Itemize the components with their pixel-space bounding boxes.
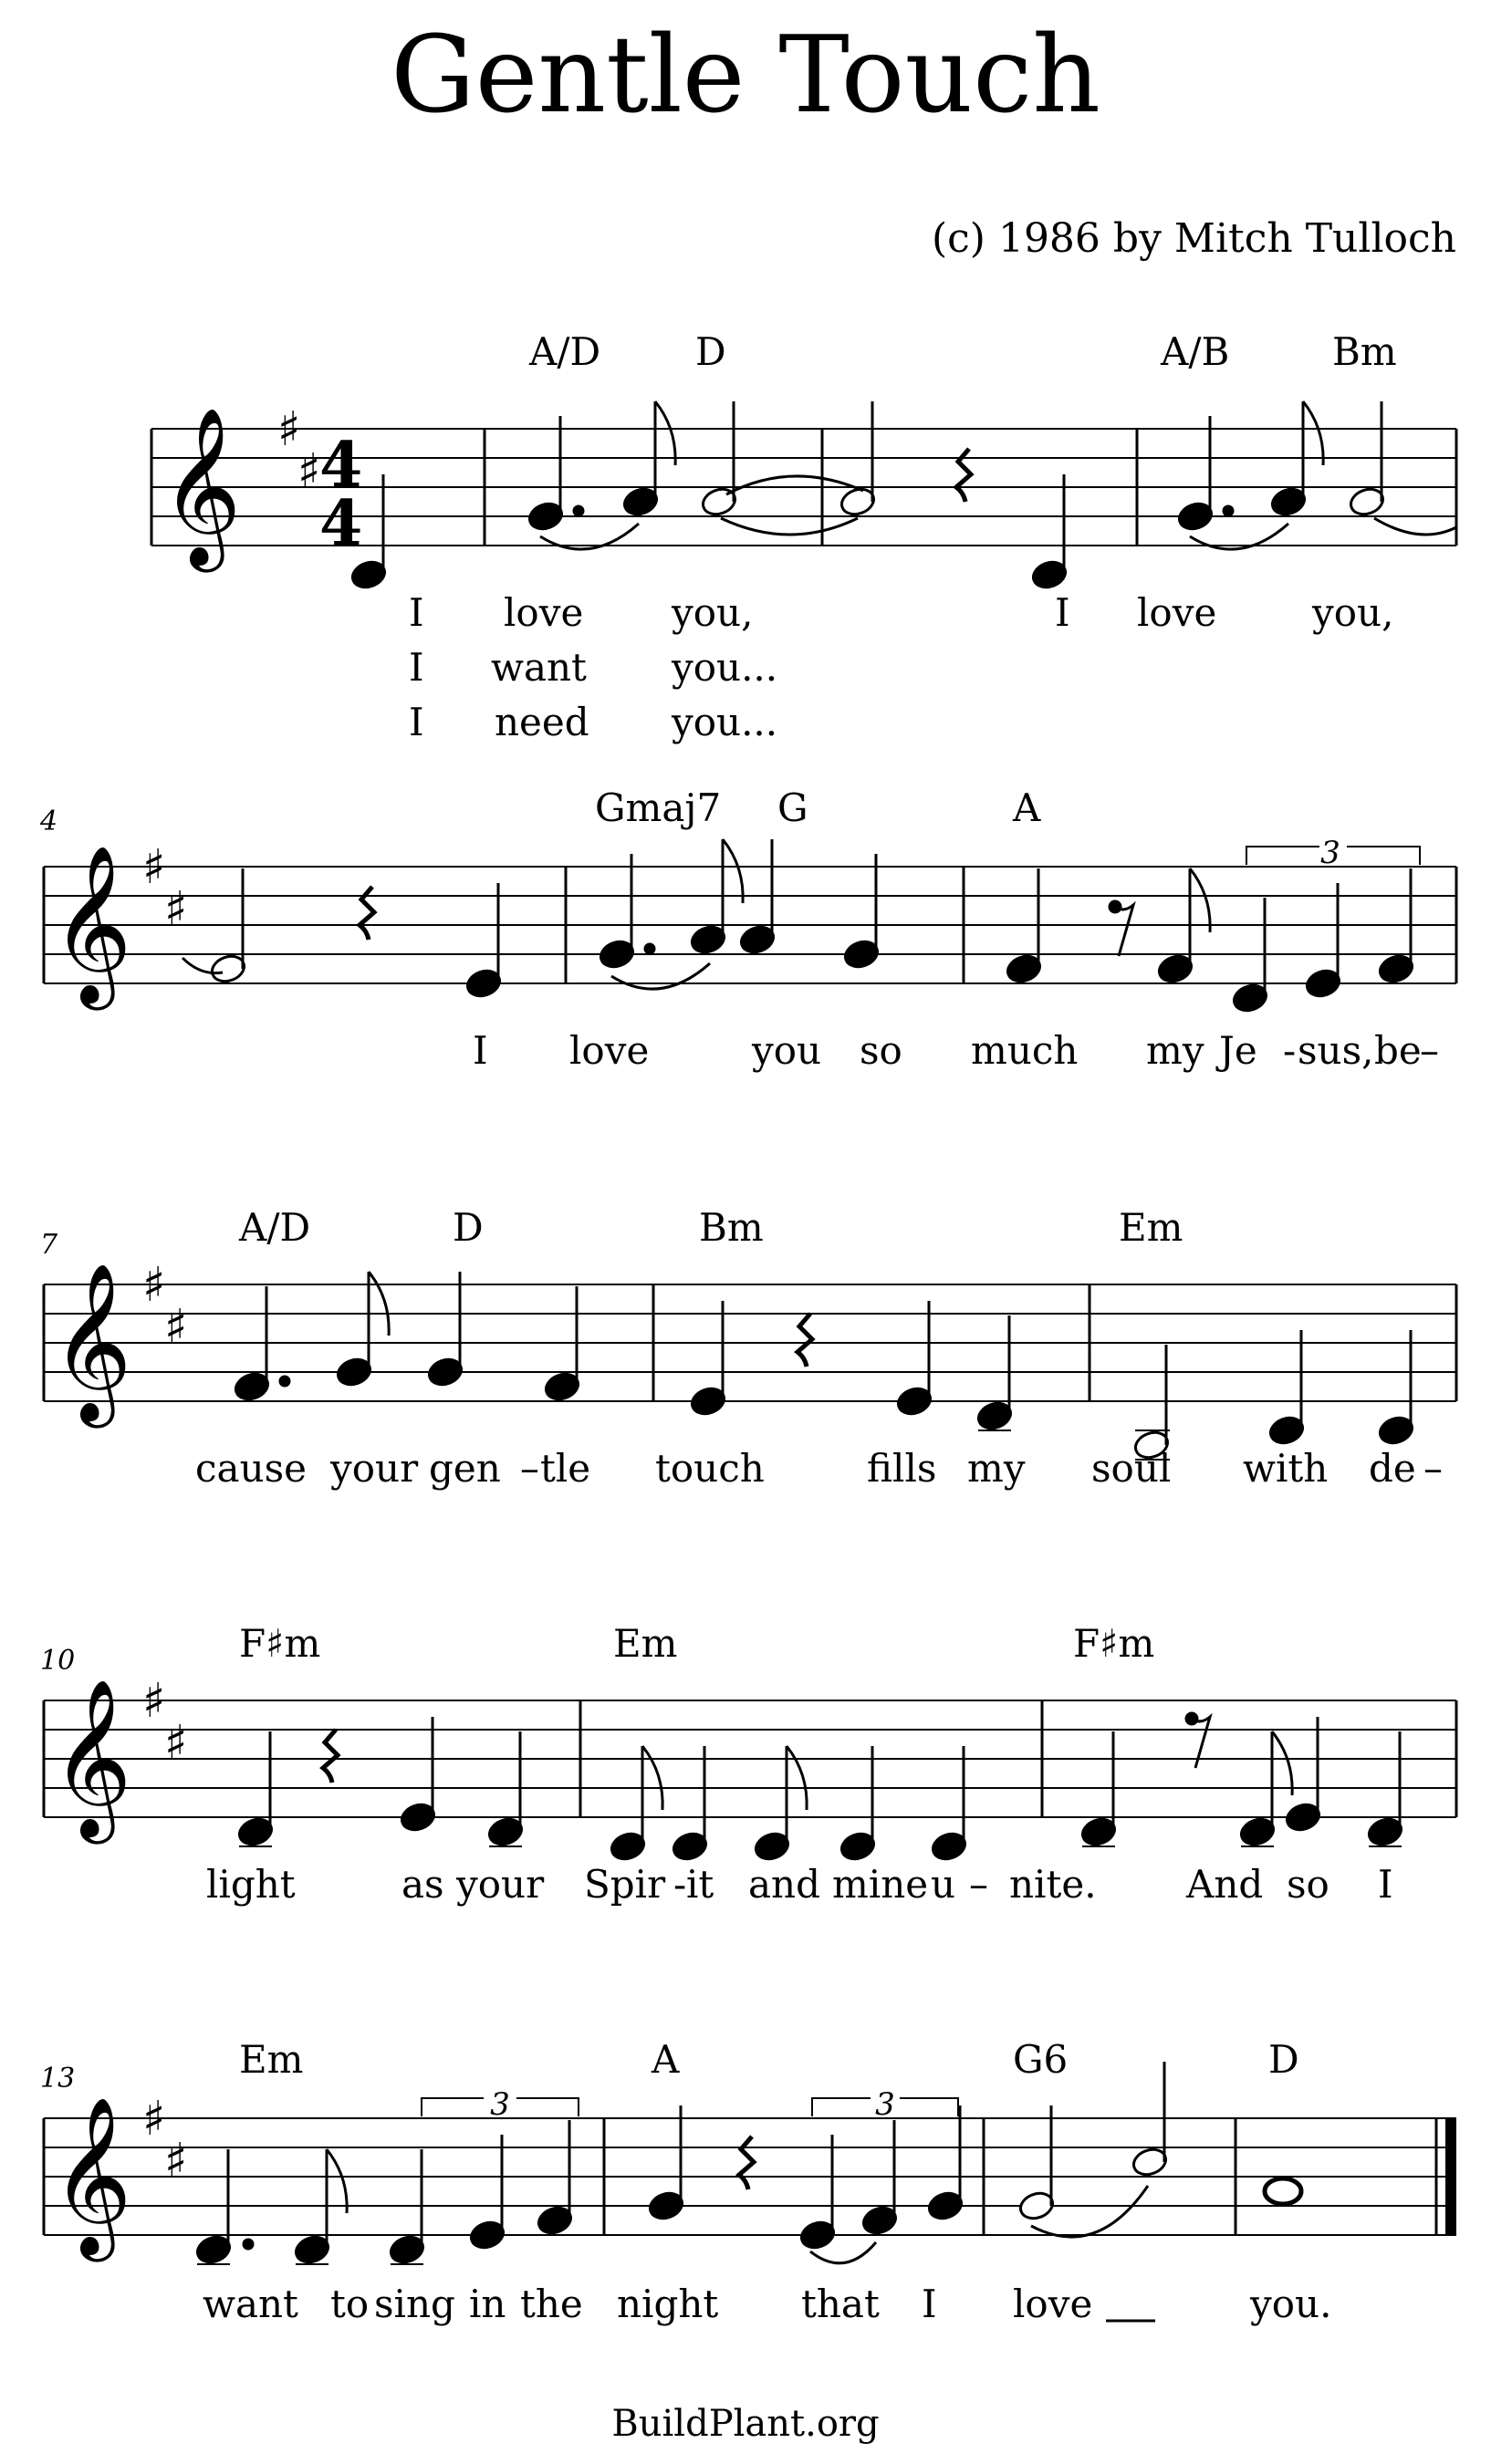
svg-text:de: de	[1369, 1446, 1416, 1491]
svg-text:cause: cause	[195, 1446, 308, 1491]
svg-text:G6: G6	[1013, 2037, 1069, 2082]
svg-text:the: the	[520, 2282, 583, 2326]
svg-text:Em: Em	[613, 1621, 678, 1666]
svg-text:-: -	[673, 1862, 687, 1907]
svg-text:I: I	[922, 2282, 937, 2326]
svg-text:Gmaj7: Gmaj7	[595, 785, 722, 830]
svg-text:be: be	[1374, 1028, 1422, 1073]
svg-text:and: and	[748, 1862, 820, 1907]
svg-text:you,: you,	[1312, 590, 1394, 635]
system-5	[40, 2037, 1456, 2326]
svg-text:love: love	[1013, 2282, 1093, 2326]
svg-text:Bm: Bm	[1332, 329, 1397, 374]
tuplet-number: 3	[875, 2086, 895, 2123]
svg-text:A: A	[652, 2037, 680, 2082]
svg-text:I: I	[473, 1028, 488, 1073]
tuplet-number: 3	[1320, 835, 1340, 871]
slurs-ties	[810, 2186, 1148, 2263]
svg-text:I: I	[409, 590, 424, 635]
treble-clef-icon: 𝄞	[51, 1263, 132, 1421]
lyrics-verse-2	[409, 645, 777, 690]
svg-text:love: love	[569, 1028, 650, 1073]
final-barline	[1445, 2118, 1456, 2235]
svg-text:night: night	[617, 2282, 719, 2326]
svg-text:A: A	[1013, 785, 1041, 830]
notes	[233, 1272, 1416, 1461]
svg-text:♯: ♯	[164, 1716, 188, 1771]
measure-number: 13	[40, 2063, 76, 2095]
svg-text:Je: Je	[1219, 1028, 1257, 1073]
lyrics	[195, 1446, 1443, 1491]
svg-text:you...: you...	[672, 645, 778, 690]
svg-text:my: my	[1146, 1028, 1204, 1073]
svg-text:I: I	[409, 700, 424, 744]
svg-text:A/D: A/D	[239, 1205, 311, 1250]
svg-text:♯: ♯	[164, 1300, 188, 1355]
song-title: Gentle Touch	[391, 14, 1100, 137]
svg-text:tle: tle	[540, 1446, 591, 1491]
treble-clef-icon: 𝄞	[161, 407, 242, 566]
key-signature-sharps	[142, 2092, 187, 2188]
notes	[209, 839, 1416, 1014]
chord-symbols	[595, 785, 1041, 830]
svg-text:I: I	[409, 645, 424, 690]
chord-symbols	[239, 2037, 1299, 2082]
svg-text:I: I	[1055, 590, 1070, 635]
svg-text:soul: soul	[1091, 1446, 1172, 1491]
svg-text:-: -	[1283, 1028, 1297, 1073]
svg-text:your: your	[456, 1862, 545, 1907]
svg-text:want: want	[203, 2282, 298, 2326]
svg-text:F♯m: F♯m	[239, 1621, 321, 1666]
svg-text:my: my	[967, 1446, 1026, 1491]
system-2	[39, 785, 1456, 1073]
svg-text:4: 4	[319, 487, 363, 560]
svg-text:A/D: A/D	[529, 329, 601, 374]
treble-clef-icon: 𝄞	[51, 2096, 132, 2255]
lyrics-verse-1	[409, 590, 1393, 635]
footer-website: BuildPlant.org	[611, 2403, 880, 2445]
system-3	[40, 1205, 1456, 1491]
svg-text:to: to	[330, 2282, 370, 2326]
treble-clef-icon: 𝄞	[51, 845, 132, 1003]
svg-text:you.: you.	[1250, 2282, 1332, 2326]
svg-text:love: love	[504, 590, 584, 635]
svg-text:♯: ♯	[297, 444, 321, 499]
svg-text:with: with	[1243, 1446, 1329, 1491]
svg-text:u: u	[931, 1862, 956, 1907]
svg-text:♯: ♯	[142, 2092, 166, 2147]
key-signature-sharps	[142, 840, 187, 937]
notes	[206, 401, 1386, 591]
svg-text:And: And	[1186, 1862, 1264, 1907]
svg-text:♯: ♯	[142, 1258, 166, 1313]
svg-text:♯: ♯	[164, 2134, 188, 2188]
key-signature-sharps	[277, 402, 320, 499]
svg-text:much: much	[971, 1028, 1079, 1073]
svg-text:you: you	[752, 1028, 822, 1073]
measure-number: 4	[40, 806, 58, 837]
svg-text:it: it	[686, 1862, 714, 1907]
svg-text:F♯m: F♯m	[1073, 1621, 1155, 1666]
svg-text:I: I	[1378, 1862, 1393, 1907]
svg-text:Em: Em	[1119, 1205, 1183, 1250]
svg-text:so: so	[860, 1028, 902, 1073]
svg-text:sus,: sus,	[1298, 1028, 1374, 1073]
svg-text:A/B: A/B	[1161, 329, 1230, 374]
svg-text:you,: you,	[672, 590, 754, 635]
system-4	[40, 1621, 1456, 1907]
chord-symbols	[528, 329, 1397, 374]
chord-symbols	[238, 1205, 1183, 1250]
tuplet-number: 3	[490, 2086, 510, 2123]
svg-text:need: need	[495, 700, 589, 744]
measure-number: 7	[40, 1229, 58, 1261]
composer-credit: (c) 1986 by Mitch Tulloch	[931, 215, 1456, 262]
svg-text:so: so	[1287, 1862, 1329, 1907]
measure-number: 10	[40, 1645, 76, 1677]
svg-text:Bm: Bm	[699, 1205, 764, 1250]
svg-text:G: G	[777, 785, 808, 830]
lyrics	[473, 1028, 1439, 1073]
lyrics-verse-3	[409, 700, 777, 744]
svg-text:as: as	[401, 1862, 444, 1907]
time-signature	[319, 429, 362, 560]
treble-clef-icon: 𝄞	[51, 1679, 132, 1837]
lyrics	[203, 2282, 1331, 2326]
svg-text:you...: you...	[672, 700, 778, 744]
key-signature-sharps	[142, 1674, 187, 1771]
svg-text:♯: ♯	[277, 402, 301, 457]
svg-text:D: D	[453, 1205, 484, 1250]
svg-text:touch: touch	[655, 1446, 765, 1491]
chord-symbols	[239, 1621, 1154, 1666]
svg-text:–: –	[1420, 1028, 1439, 1073]
svg-text:Spir: Spir	[584, 1862, 666, 1907]
svg-text:love: love	[1137, 590, 1217, 635]
svg-text:want: want	[491, 645, 587, 690]
staff-lines	[44, 1700, 1456, 1817]
svg-text:your: your	[330, 1446, 419, 1491]
svg-text:Em: Em	[239, 2037, 304, 2082]
staff-lines	[44, 867, 1456, 983]
svg-text:mine: mine	[832, 1862, 929, 1907]
svg-text:D: D	[1268, 2037, 1299, 2082]
svg-text:D: D	[695, 329, 726, 374]
system-1	[151, 329, 1456, 744]
svg-text:light: light	[206, 1862, 296, 1907]
svg-text:fills: fills	[867, 1446, 937, 1491]
svg-text:–: –	[1423, 1446, 1443, 1491]
svg-text:♯: ♯	[142, 1674, 166, 1729]
svg-text:sing: sing	[374, 2282, 455, 2326]
lyrics	[206, 1862, 1393, 1907]
svg-text:nite.: nite.	[1009, 1862, 1097, 1907]
svg-text:in: in	[469, 2282, 506, 2326]
whole-note	[1265, 2178, 1301, 2204]
svg-text:♯: ♯	[142, 840, 166, 895]
svg-text:4: 4	[319, 429, 363, 502]
svg-text:♯: ♯	[164, 882, 188, 937]
svg-text:gen: gen	[429, 1446, 501, 1491]
key-signature-sharps	[142, 1258, 187, 1355]
svg-text:that: that	[801, 2282, 880, 2326]
svg-text:–: –	[520, 1446, 539, 1491]
svg-text:–: –	[969, 1862, 988, 1907]
